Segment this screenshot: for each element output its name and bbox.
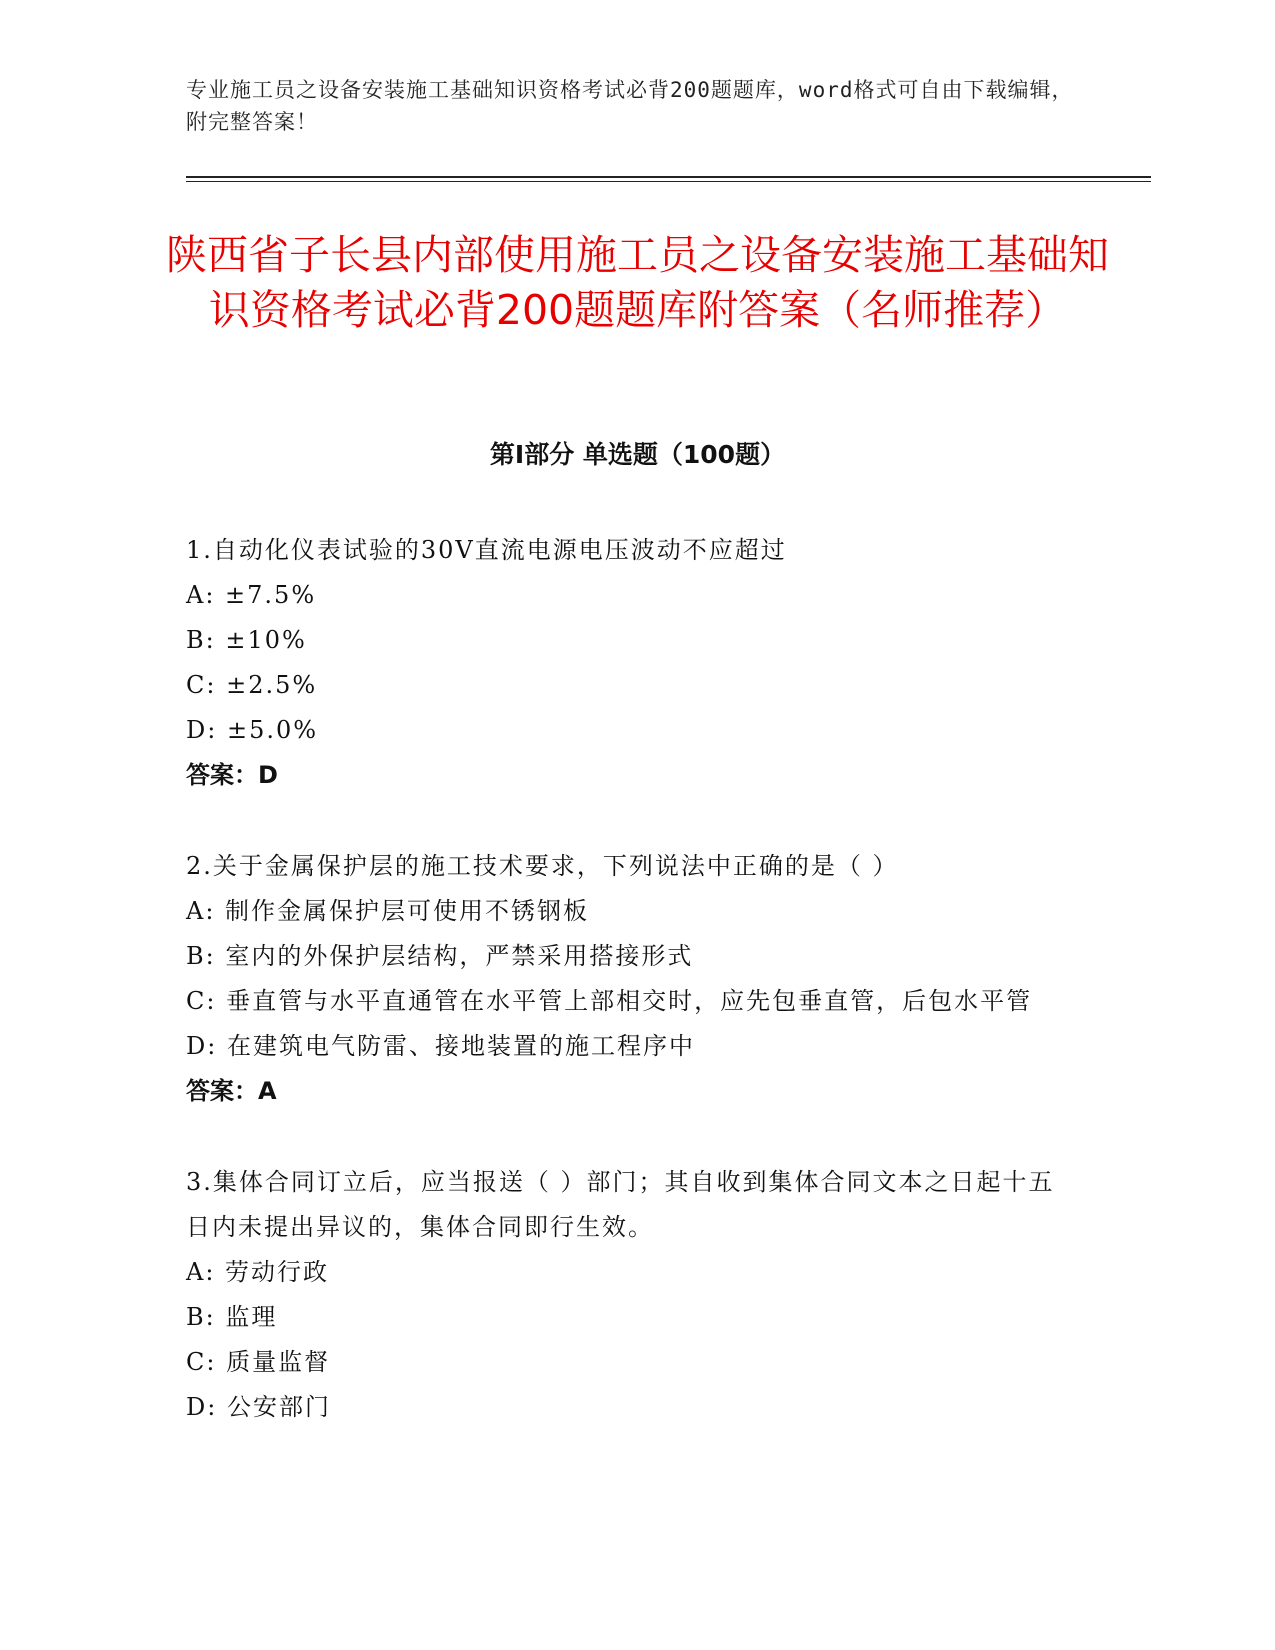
option-b: B: ±10%	[186, 626, 307, 654]
section-title: 第Ⅰ部分 单选题（100题）	[489, 440, 786, 469]
question-stem: 2.关于金属保护层的施工技术要求，下列说法中正确的是（ ）	[186, 852, 899, 880]
option-a: A: 劳动行政	[186, 1258, 330, 1286]
option-c: C: ±2.5%	[186, 671, 318, 699]
option-c: C: 质量监督	[186, 1348, 331, 1376]
option-b: B: 监理	[186, 1303, 278, 1331]
answer: 答案：A	[186, 1077, 277, 1105]
option-b: B: 室内的外保护层结构，严禁采用搭接形式	[186, 942, 694, 970]
question-list	[186, 528, 1066, 1476]
option-d: D: ±5.0%	[186, 716, 319, 744]
option-a: A: ±7.5%	[186, 581, 317, 609]
question-1	[186, 528, 1066, 798]
option-d: D: 在建筑电气防雷、接地装置的施工程序中	[186, 1032, 695, 1060]
answer: 答案：D	[186, 761, 278, 789]
document-title: 陕西省子长县内部使用施工员之设备安装施工基础知识资格考试必背200题题库附答案（名师推荐）	[166, 231, 1109, 334]
question-2	[186, 844, 1066, 1114]
question-stem: 3.集体合同订立后，应当报送（ ）部门；其自收到集体合同文本之日起十五日内未提出异议的，集体合同即行生效。	[186, 1168, 1055, 1241]
option-a: A: 制作金属保护层可使用不锈钢板	[186, 897, 590, 925]
header-note: 专业施工员之设备安装施工基础知识资格考试必背200题题库，word格式可自由下载编辑，附完整答案！	[186, 78, 1074, 134]
question-3	[186, 1160, 1066, 1430]
question-stem: 1.自动化仪表试验的30V直流电源电压波动不应超过	[186, 536, 787, 564]
option-d: D: 公安部门	[186, 1393, 331, 1421]
header-divider-thick	[186, 176, 1151, 178]
option-c: C: 垂直管与水平直通管在水平管上部相交时，应先包垂直管，后包水平管	[186, 987, 1033, 1015]
header-divider-thin	[186, 181, 1151, 182]
